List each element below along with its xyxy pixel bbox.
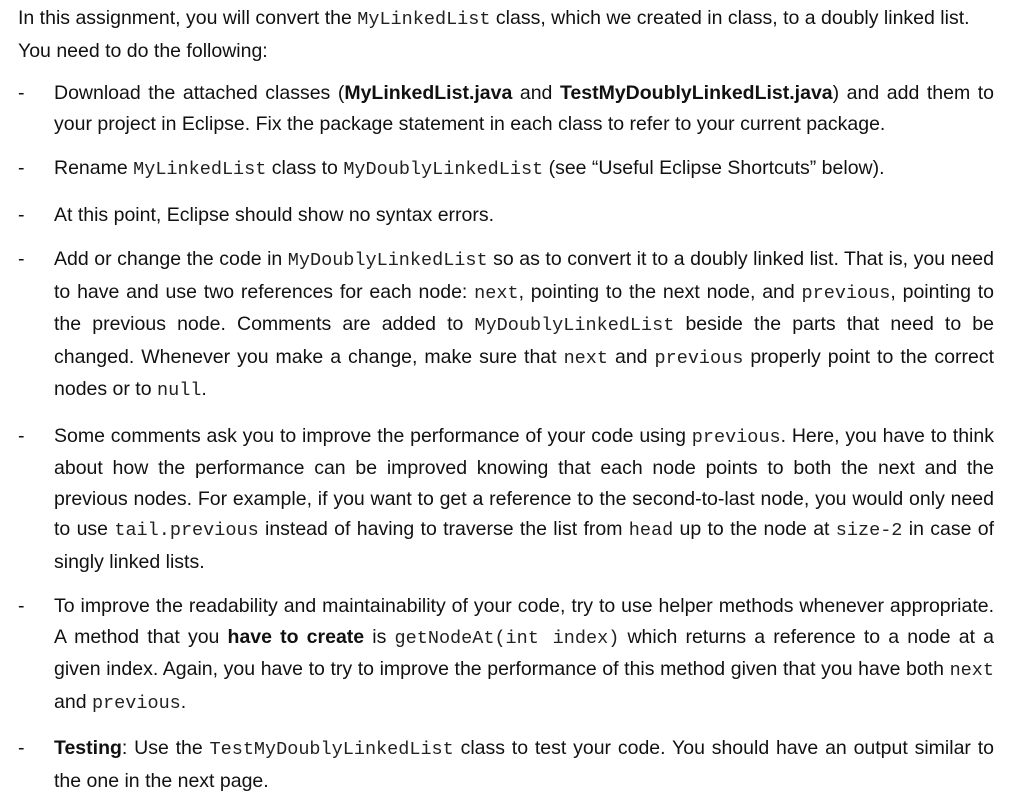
- list-item-helpers: - To improve the readability and maintainability of your code, try to use helper methods whenever appropriate. A method that you have to create is getNodeAt(int index) which returns a reference to a node at a given index. Again, you have to try to improve the performance of this method given that you have both next and previous.: [18, 591, 994, 719]
- bullet-dash: -: [18, 157, 25, 179]
- bullet-dash: -: [18, 203, 25, 226]
- list-item-convert: - Add or change the code in MyDoublyLinkedList so as to convert it to a doubly linked list. That is, you need to have and use two references for each node: next, pointing to the next node, and previous, pointing to the previous node. Comments are added to MyDoublyLinkedList beside the parts that need to be changed. Whenever you make a change, make sure that next and previous properly point to the correct nodes or to null.: [18, 244, 994, 407]
- intro-text: class, which we created in class, to a doubly linked list. You need to do the following:: [18, 7, 970, 62]
- bullet-dash: -: [18, 737, 25, 759]
- bullet-dash: -: [18, 424, 25, 447]
- intro-paragraph: [18, 3, 994, 66]
- list-item-rename: - Rename MyLinkedList class to MyDoublyLinkedList (see “Useful Eclipse Shortcuts” below).: [18, 153, 994, 186]
- code-mylinkedlist: MyLinkedList: [357, 9, 491, 30]
- bullet-dash: -: [18, 82, 25, 104]
- list-item-download: - Download the attached classes (MyLinkedList.java and TestMyDoublyLinkedList.java) and add them to your project in Eclipse. Fix the package statement in each class to refer to your current package.: [18, 78, 994, 139]
- instruction-list: [18, 78, 994, 796]
- bullet-dash: -: [18, 248, 25, 270]
- list-item-testing: - Testing: Use the TestMyDoublyLinkedList class to test your code. You should have an output similar to the one in the next page.: [18, 733, 994, 796]
- list-item-no-errors: - At this point, Eclipse should show no syntax errors.: [18, 200, 994, 231]
- file-testmydoublylinkedlist-java: TestMyDoublyLinkedList.java: [559, 82, 833, 104]
- intro-text: In this assignment, you will convert the: [18, 7, 358, 29]
- bullet-dash: -: [18, 595, 25, 617]
- list-item-performance: - Some comments ask you to improve the performance of your code using previous. Here, you have to think about how the performance can be improved knowing that each node points to both the next and the previous nodes. For example, if you want to get a reference to the second-to-last node, you would only need to use tail.previous instead of having to traverse the list from head up to the node at size-2 in case of singly linked lists.: [18, 421, 994, 578]
- file-mylinkedlist-java: MyLinkedList.java: [344, 82, 513, 104]
- code-getnodeat: getNodeAt(int index): [394, 627, 620, 649]
